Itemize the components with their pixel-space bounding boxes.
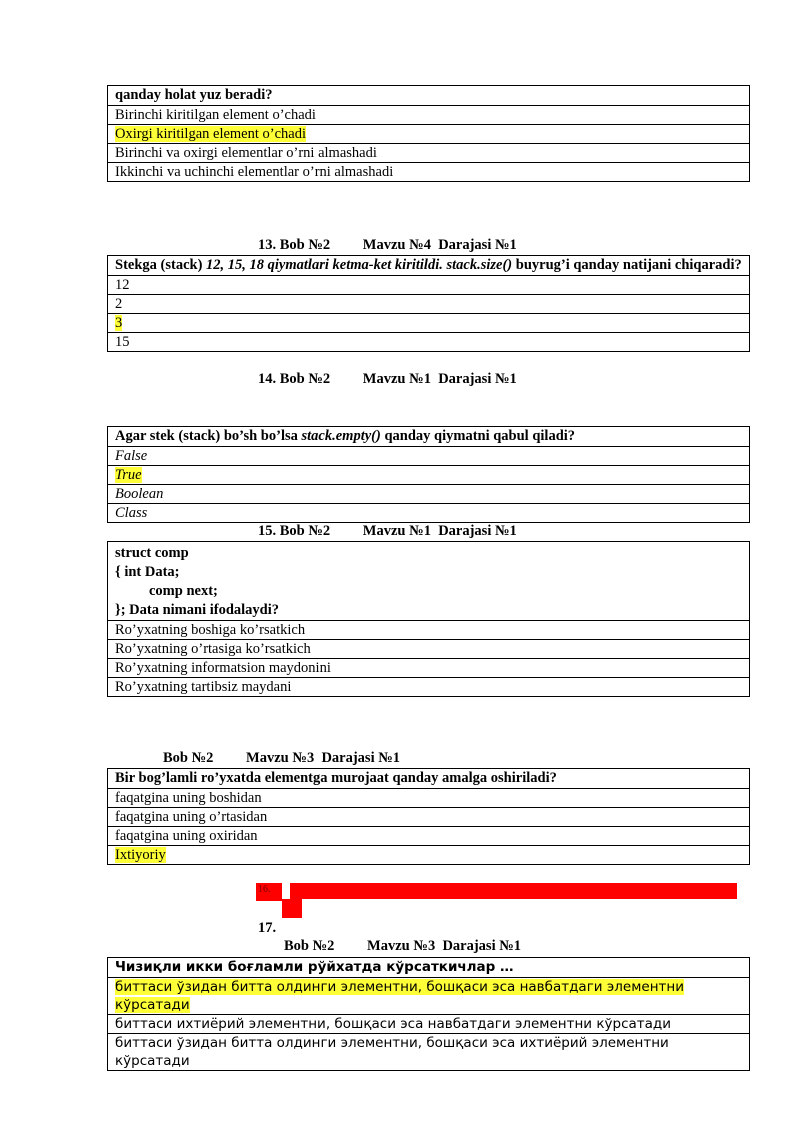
- code-line: comp next;: [149, 583, 218, 599]
- answer-option: Birinchi va oxirgi elementlar o’rni almashadi: [108, 144, 750, 163]
- code-line: { int Data;: [115, 564, 180, 580]
- answer-option: 15: [108, 333, 750, 352]
- question-12-text: qanday holat yuz beradi?: [108, 86, 750, 106]
- revision-bar: [290, 883, 737, 899]
- highlighted-answer: Oxirgi kiritilgan element o’chadi: [115, 126, 306, 142]
- highlighted-answer: Ixtiyoriy: [115, 847, 166, 863]
- answer-option: 12: [108, 276, 750, 295]
- highlighted-answer: True: [115, 467, 142, 483]
- question-16-text: Bir bog’lamli ro’yxatda elementga murojaat qanday amalga oshiriladi?: [108, 769, 750, 789]
- question-14-text: Agar stek (stack) bo’sh bo’lsa stack.empty() qanday qiymatni qabul qiladi?: [108, 427, 750, 447]
- question-17-text: Чизиқли икки боғламли рўйхатда кўрсаткичлар …: [108, 958, 750, 978]
- question-13-table: [107, 255, 750, 352]
- answer-option-correct: [108, 846, 750, 865]
- highlighted-answer: 3: [115, 315, 123, 331]
- answer-option: faqatgina uning boshidan: [108, 789, 750, 808]
- question-17-table: [107, 957, 750, 1071]
- answer-option: 2: [108, 295, 750, 314]
- question-16-number: 16.: [258, 884, 271, 895]
- answer-option: биттаси ўзидан битта олдинги элементни, бошқаси эса ихтиёрий элементни кўрсатади: [108, 1034, 750, 1071]
- answer-option: False: [108, 447, 750, 466]
- question-12-table: [107, 85, 750, 182]
- question-13-text: Stekga (stack) 12, 15, 18 qiymatlari ketma-ket kiritildi. stack.size() buyrug’i qanday natijani chiqaradi?: [108, 256, 750, 276]
- answer-option-correct: [108, 978, 750, 1015]
- answer-option: Ro’yxatning informatsion maydonini: [108, 659, 750, 678]
- question-16-table: [107, 768, 750, 865]
- answer-option-correct: [108, 125, 750, 144]
- question-13-header: 13. Bob №2 Mavzu №4 Darajasi №1: [258, 237, 517, 253]
- answer-option-correct: [108, 314, 750, 333]
- answer-option: faqatgina uning oxiridan: [108, 827, 750, 846]
- answer-option: Ikkinchi va uchinchi elementlar o’rni almashadi: [108, 163, 750, 182]
- answer-option: Ro’yxatning boshiga ko’rsatkich: [108, 621, 750, 640]
- answer-option: биттаси ихтиёрий элементни, бошқаси эса навбатдаги элементни кўрсатади: [108, 1015, 750, 1034]
- answer-option: Ro’yxatning o’rtasiga ko’rsatkich: [108, 640, 750, 659]
- question-17-header: Bob №2 Mavzu №3 Darajasi №1: [284, 938, 522, 954]
- answer-option: Class: [108, 504, 750, 523]
- answer-option-correct: [108, 466, 750, 485]
- answer-option: faqatgina uning o’rtasidan: [108, 808, 750, 827]
- answer-option: Boolean: [108, 485, 750, 504]
- question-15-header: 15. Bob №2 Mavzu №1 Darajasi №1: [258, 523, 517, 539]
- code-line: struct comp: [115, 545, 189, 561]
- answer-option: Birinchi kiritilgan element o’chadi: [108, 106, 750, 125]
- question-17-number: 17.: [258, 920, 277, 936]
- question-14-header: 14. Bob №2 Mavzu №1 Darajasi №1: [258, 371, 517, 387]
- answer-option: Ro’yxatning tartibsiz maydani: [108, 678, 750, 697]
- question-14-table: [107, 426, 750, 523]
- highlighted-answer: биттаси ўзидан битта олдинги элементни, бошқаси эса навбатдаги элементни кўрсатади: [115, 979, 684, 1013]
- code-line: }; Data nimani ifodalaydi?: [115, 602, 280, 618]
- question-15-code: [108, 542, 750, 621]
- question-15-table: [107, 541, 750, 697]
- revision-mark: [282, 899, 302, 918]
- question-16-header: Bob №2 Mavzu №3 Darajasi №1: [163, 750, 401, 766]
